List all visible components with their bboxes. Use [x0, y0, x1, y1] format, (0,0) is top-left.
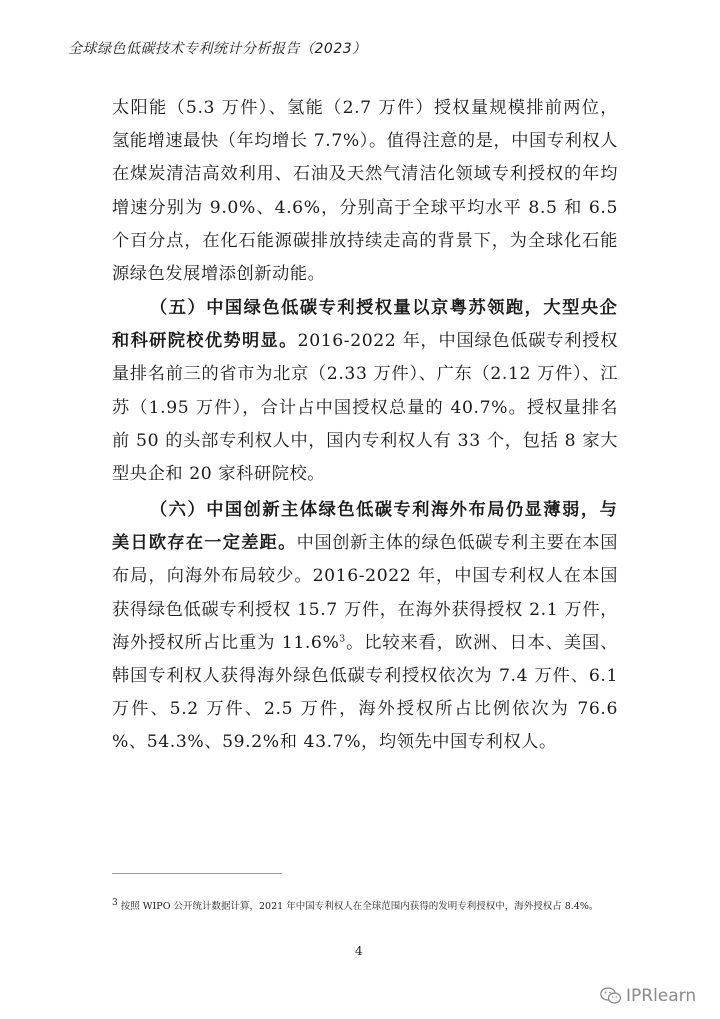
paragraph-2 [112, 292, 618, 491]
footnote-divider [112, 873, 282, 874]
footnote-marker: 3 [112, 897, 118, 908]
paragraph-3-text-b: 。比较来看，欧洲、日本、美国、韩国专利权人获得海外绿色低碳专利授权依次为 7.4 万件、6.1 万件、5.2 万件、2.5 万件，海外授权所占比例依次为 76.6 %、54.3%、59.2%和 43.7%，均领先中国专利权人。 [112, 632, 618, 753]
paragraph-3-text-a: 中国创新主体的绿色低碳专利主要在本国布局，向海外布局较少。2016-2022 年，中国专利权人在本国获得绿色低碳专利授权 15.7 万件，在海外获得授权 2.1 万件，海外授权所占比重为 11.6% [112, 533, 618, 653]
watermark [600, 986, 696, 1006]
section-6-heading: （六）中国创新主体绿色低碳专利海外布局仍显薄弱，与美日欧存在一定差距。 [112, 500, 618, 554]
page-number: 4 [355, 944, 363, 958]
paragraph-2-text: 2016-2022 年，中国绿色低碳专利授权量排名前三的省市为北京（2.33 万件）、广东（2.12 万件）、江苏（1.95 万件），合计占中国授权总量的 40.7%。授权量排名前 50 的头部专利权人中，国内专利权人有 33 个，包括 8 家大型央企和 20 家科研院校。 [112, 331, 618, 485]
footnote-text: 按照 WIPO 公开统计数据计算，2021 年中国专利权人在全球范围内获得的发明专利授权中，海外授权占 8.4%。 [120, 901, 599, 912]
section-5-heading: （五）中国绿色低碳专利授权量以京粤苏领跑，大型央企和科研院校优势明显。 [112, 298, 618, 352]
wechat-icon [600, 987, 622, 1005]
paragraph-1-text: 太阳能（5.3 万件）、氢能（2.7 万件）授权量规模排前两位，氢能增速最快（年均增长 7.7%）。值得注意的是，中国专利权人在煤炭清洁高效利用、石油及天然气清洁化领域专利授权的年均增速分别为 9.0%、4.6%，分别高于全球平均水平 8.5 和 6.5 个百分点，在化石能源碳排放持续走高的背景下，为全球化石能源绿色发展增添创新动能。 [112, 98, 619, 285]
paragraph-3 [112, 494, 618, 760]
footnote [112, 897, 612, 916]
report-header-title: 全球绿色低碳技术专利统计分析报告（2023） [68, 41, 367, 57]
footnote-reference[interactable]: 3 [339, 634, 346, 645]
paragraph-1 [112, 92, 618, 291]
watermark-text: IPRlearn [626, 986, 697, 1006]
